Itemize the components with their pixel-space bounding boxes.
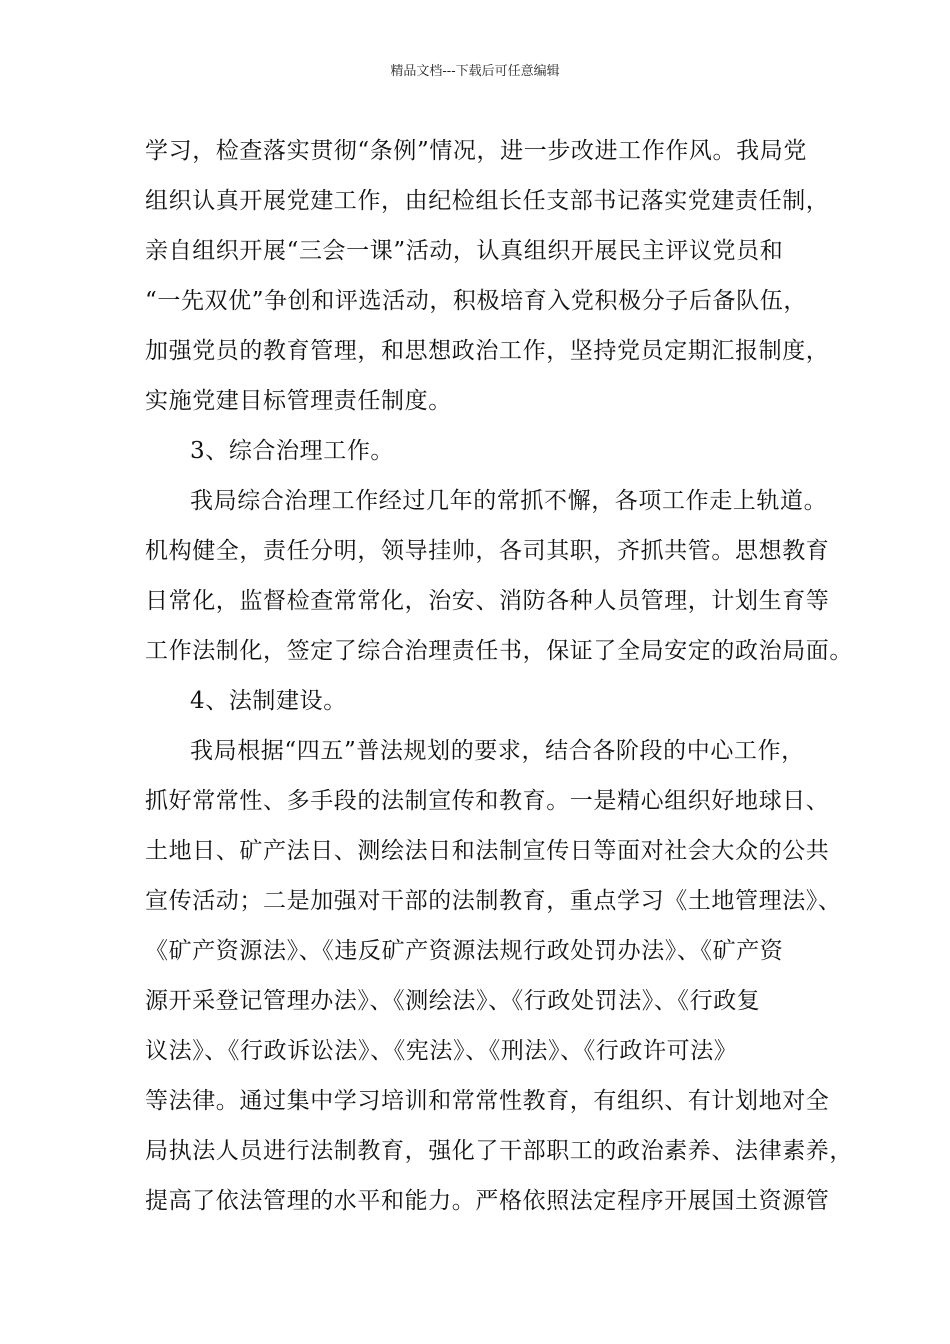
body-line: 实施党建目标管理责任制度。 [145, 388, 452, 414]
body-line: 机构健全，责任分明，领导挂帅，各司其职，齐抓共管。思想教育 [145, 538, 830, 564]
body-line: 提高了依法管理的水平和能力。严格依照法定程序开展国土资源管 [145, 1188, 830, 1214]
body-line: 我局综合治理工作经过几年的常抓不懈，各项工作走上轨道。 [190, 488, 828, 514]
body-line: 议法》、《行政诉讼法》、《宪法》、《刑法》、《行政许可法》 [145, 1038, 738, 1064]
body-line: 宣传活动；二是加强对干部的法制教育，重点学习《土地管理法》、 [145, 888, 842, 914]
body-line: 工作法制化，签定了综合治理责任书，保证了全局安定的政治局面。 [145, 638, 853, 664]
page-header: 精品文档---下载后可任意编辑 [390, 64, 560, 79]
body-line: 源开采登记管理办法》、《测绘法》、《行政处罚法》、《行政复 [145, 988, 761, 1014]
body-line: 等法律。通过集中学习培训和常常性教育，有组织、有计划地对全 [145, 1088, 830, 1114]
body-line: 组织认真开展党建工作，由纪检组长任支部书记落实党建责任制， [145, 188, 830, 214]
body-line: 《矿产资源法》、《违反矿产资源法规行政处罚办法》、《矿产资 [145, 938, 784, 964]
section-heading: 3、综合治理工作。 [190, 438, 395, 464]
body-line: “一先双优”争创和评选活动，积极培育入党积极分子后备队伍， [145, 288, 807, 314]
body-line: 局执法人员进行法制教育，强化了干部职工的政治素养、法律素养， [145, 1138, 853, 1164]
body-line: 学习，检查落实贯彻“条例”情况，进一步改进工作作风。我局党 [145, 138, 807, 164]
section-heading: 4、法制建设。 [190, 688, 347, 714]
body-line: 加强党员的教育管理，和思想政治工作，坚持党员定期汇报制度， [145, 338, 830, 364]
body-line: 亲自组织开展“三会一课”活动，认真组织开展民主评议党员和 [145, 238, 784, 264]
body-line: 我局根据“四五”普法规划的要求，结合各阶段的中心工作， [190, 738, 805, 764]
body-line: 抓好常常性、多手段的法制宣传和教育。一是精心组织好地球日、 [145, 788, 830, 814]
body-line: 土地日、矿产法日、测绘法日和法制宣传日等面对社会大众的公共 [145, 838, 830, 864]
body-line: 日常化，监督检查常常化，治安、消防各种人员管理，计划生育等 [145, 588, 830, 614]
